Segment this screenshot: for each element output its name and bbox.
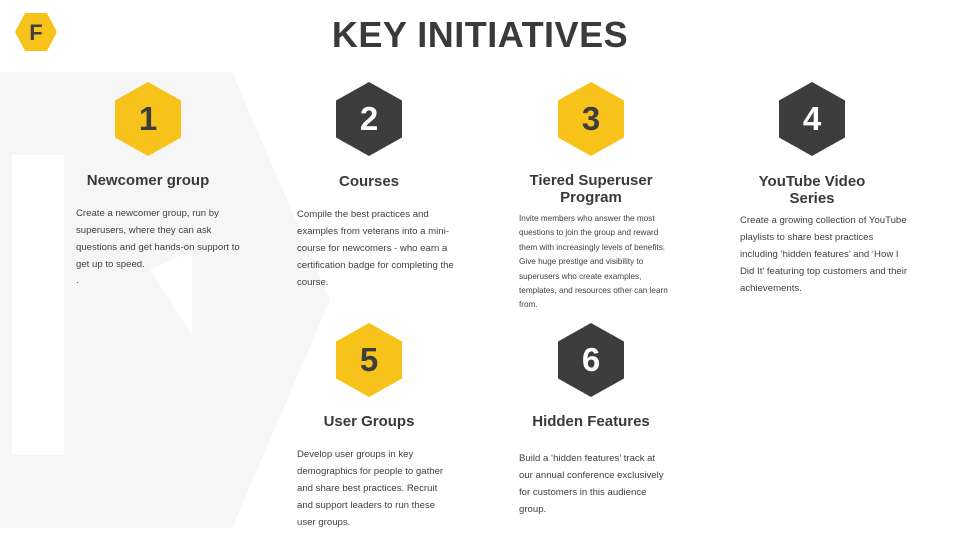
initiative-number: 3 [581, 100, 601, 137]
initiative-number: 5 [359, 341, 379, 378]
initiative-number: 4 [802, 100, 822, 137]
hexagon-badge-3 [558, 82, 624, 156]
initiative-heading: Tiered Superuser Program [529, 172, 653, 206]
initiative-description: Create a newcomer group, run by superusers, where they can ask questions and get hands-on support to get up to speed. [76, 208, 240, 270]
initiative-number: 6 [581, 341, 601, 378]
initiative-trailing-dot: . [76, 275, 79, 286]
hexagon-badge-4 [779, 82, 845, 156]
initiative-description: Develop user groups in key demographics for people to gather and share best practices. Recruit and support leaders to run these user groups. [297, 449, 444, 528]
initiative-heading: Courses [338, 173, 400, 190]
hexagon-badge-1 [115, 82, 181, 156]
initiative-heading: Newcomer group [86, 172, 210, 189]
hexagon-badge-2 [336, 82, 402, 156]
initiative-description: Create a growing collection of YouTube playlists to share best practices including ‘hidden features’ and ‘How I Did It’ featuring top customers and their achievements. [740, 215, 908, 294]
initiative-description: Compile the best practices and examples from veterans into a mini-course for newcomers - who earn a certification badge for completing the course. [297, 209, 454, 288]
initiative-number: 2 [359, 100, 379, 137]
hexagon-badge-5 [336, 323, 402, 397]
initiative-number: 1 [138, 100, 158, 137]
initiative-heading: Hidden Features [532, 413, 650, 430]
page-title: KEY INITIATIVES [331, 14, 629, 55]
initiative-heading: YouTube Video Series [758, 173, 866, 207]
initiative-heading: User Groups [323, 413, 415, 430]
initiative-description: Invite members who answer the most questions to join the group and reward them with increasingly levels of benefits. Give huge prestige and visibility to superusers who create examples, templates, and resources other can learn from. [519, 214, 668, 310]
hexagon-badge-6 [558, 323, 624, 397]
initiative-description: Build a ‘hidden features’ track at our annual conference exclusively for customers in this audience group. [519, 453, 664, 515]
logo-letter: F [29, 20, 43, 45]
